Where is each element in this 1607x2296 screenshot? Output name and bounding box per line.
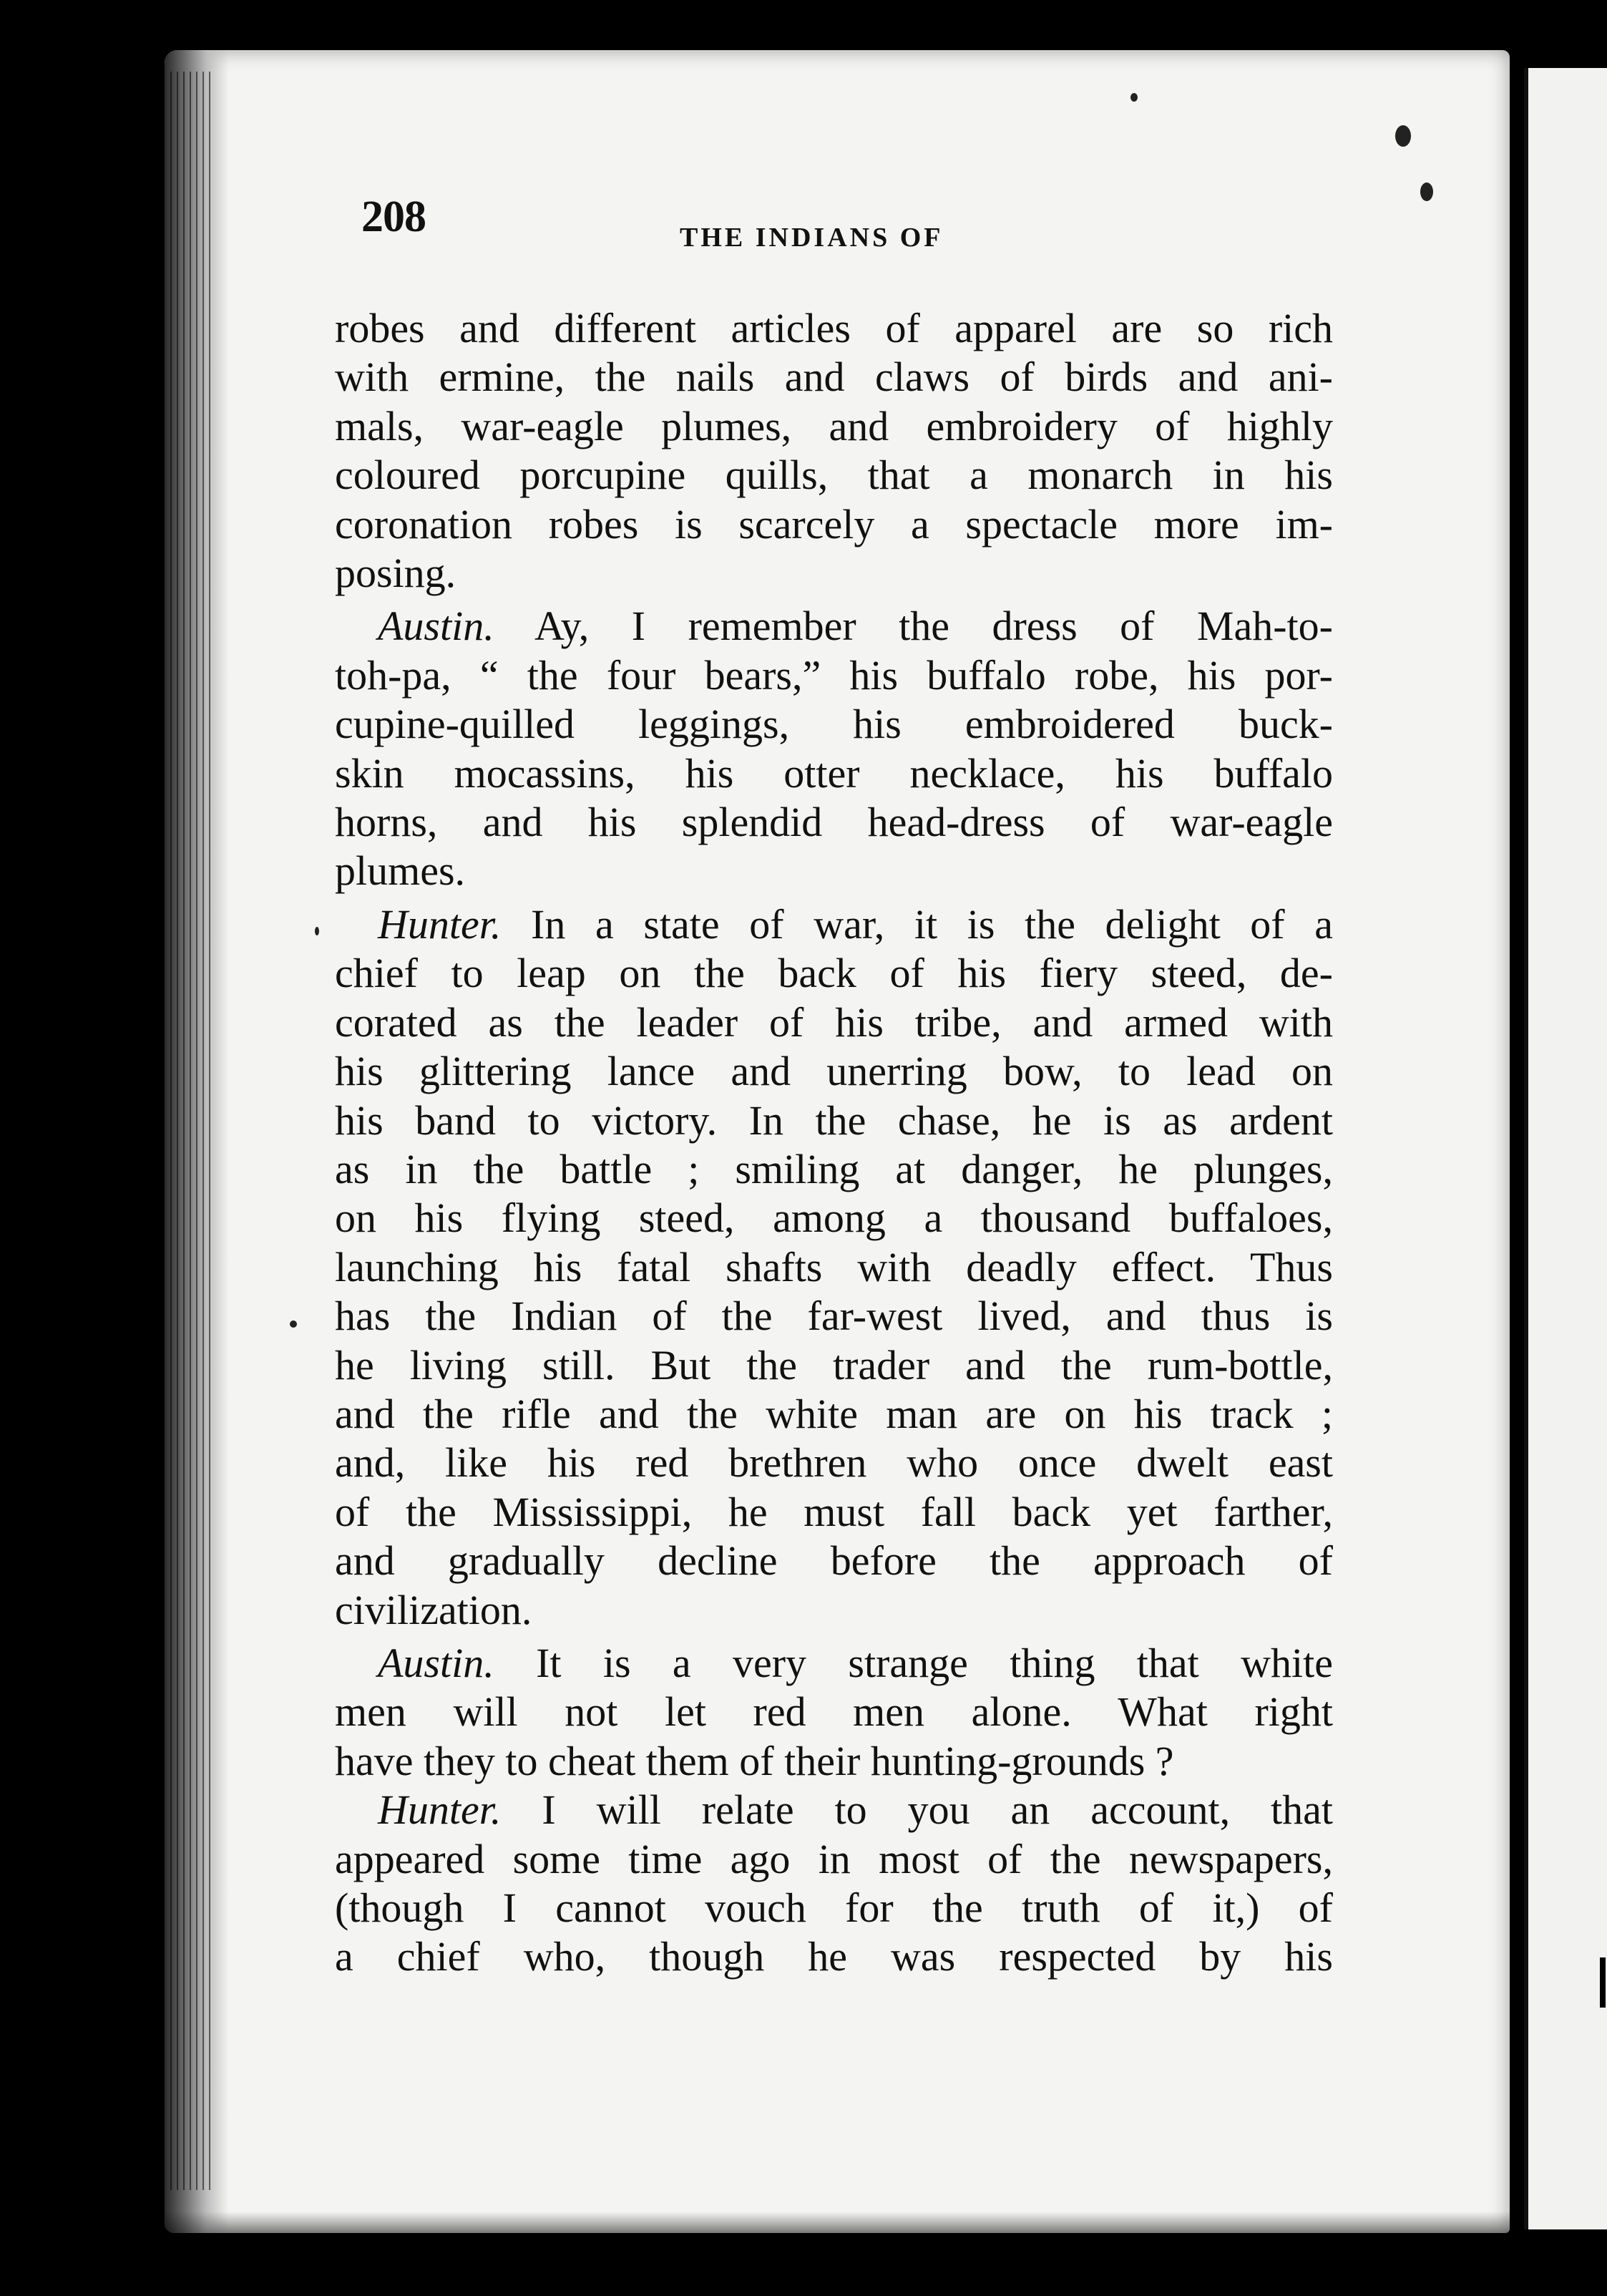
text-line: men will not let red men alone. What right — [335, 1688, 1333, 1736]
text-line: chief to leap on the back of his fiery steed, de- — [335, 950, 1333, 997]
text-fragment: It is a very strange thing that white — [494, 1639, 1333, 1686]
text-line-first — [335, 900, 1333, 949]
text-line: he living still. But the trader and the rum-bottle, — [335, 1341, 1333, 1388]
text-line: mals, war-eagle plumes, and embroidery of highly — [335, 402, 1333, 449]
paragraph-2 — [335, 602, 1333, 895]
text-line: posing. — [335, 550, 456, 597]
page-bottom-shadow — [165, 2212, 1510, 2233]
speaker-name: Hunter. — [378, 900, 502, 948]
text-line: civilization. — [335, 1586, 532, 1633]
ink-speck — [1420, 183, 1433, 201]
page-edge-lines — [170, 72, 213, 2190]
text-line: coronation robes is scarcely a spectacle more im- — [335, 500, 1333, 548]
text-line: and gradually decline before the approach of — [335, 1537, 1333, 1585]
text-fragment: I will relate to you an account, that — [501, 1786, 1333, 1834]
text-line: have they to cheat them of their hunting-grounds ? — [335, 1737, 1174, 1784]
ink-speck — [315, 927, 319, 935]
facing-page-mark — [1600, 1957, 1606, 2008]
paragraph-1 — [335, 304, 1333, 598]
paragraph-5 — [335, 1786, 1333, 1982]
speaker-name: Austin. — [378, 603, 494, 650]
text-line: horns, and his splendid head-dress of war-eagle — [335, 799, 1333, 846]
text-line: of the Mississippi, he must fall back yet farther, — [335, 1488, 1333, 1535]
facing-page-edge — [1524, 68, 1607, 2229]
text-line: launching his fatal shafts with deadly effect. Thus — [335, 1243, 1333, 1290]
text-line: plumes. — [335, 847, 466, 895]
speaker-name: Austin. — [378, 1639, 494, 1686]
text-line: cupine-quilled leggings, his embroidered buck- — [335, 701, 1333, 748]
text-line: a chief who, though he was respected by his — [335, 1933, 1333, 1980]
text-line: skin mocassins, his otter necklace, his buffalo — [335, 749, 1333, 797]
text-line: on his flying steed, among a thousand buffaloes, — [335, 1195, 1333, 1242]
paragraph-3 — [335, 900, 1333, 1635]
text-line: (though I cannot vouch for the truth of it,) of — [335, 1884, 1333, 1931]
text-line: toh-pa, “ the four bears,” his buffalo robe, his por- — [335, 651, 1333, 699]
text-fragment: Ay, I remember the dress of Mah-to- — [494, 603, 1333, 650]
page-number: 208 — [361, 193, 426, 241]
text-line: as in the battle ; smiling at danger, he plunges, — [335, 1145, 1333, 1192]
text-line: robes and different articles of apparel are so rich — [335, 305, 1333, 351]
text-line: appeared some time ago in most of the newspapers, — [335, 1835, 1333, 1882]
text-line-first — [335, 1786, 1333, 1834]
text-line: has the Indian of the far-west lived, and thus is — [335, 1293, 1333, 1340]
text-fragment: In a state of war, it is the delight of a — [501, 900, 1333, 948]
text-line: his band to victory. In the chase, he is as ardent — [335, 1096, 1333, 1144]
text-line: corated as the leader of his tribe, and armed with — [335, 998, 1333, 1046]
body-text — [335, 304, 1333, 1982]
text-line: his glittering lance and unerring bow, to lead on — [335, 1048, 1333, 1095]
text-line-first — [335, 602, 1333, 651]
text-line: coloured porcupine quills, that a monarch in his — [335, 452, 1333, 499]
ink-speck — [290, 1320, 297, 1328]
ink-speck — [1130, 93, 1138, 102]
running-title: THE INDIANS OF — [680, 223, 944, 253]
text-line: with ermine, the nails and claws of birds and ani- — [335, 354, 1333, 401]
speaker-name: Hunter. — [378, 1786, 502, 1834]
ink-speck — [1395, 125, 1411, 147]
text-line: and, like his red brethren who once dwelt east — [335, 1439, 1333, 1487]
text-line-first — [335, 1639, 1333, 1688]
text-line: and the rifle and the white man are on his track ; — [335, 1390, 1333, 1437]
paragraph-4 — [335, 1639, 1333, 1786]
